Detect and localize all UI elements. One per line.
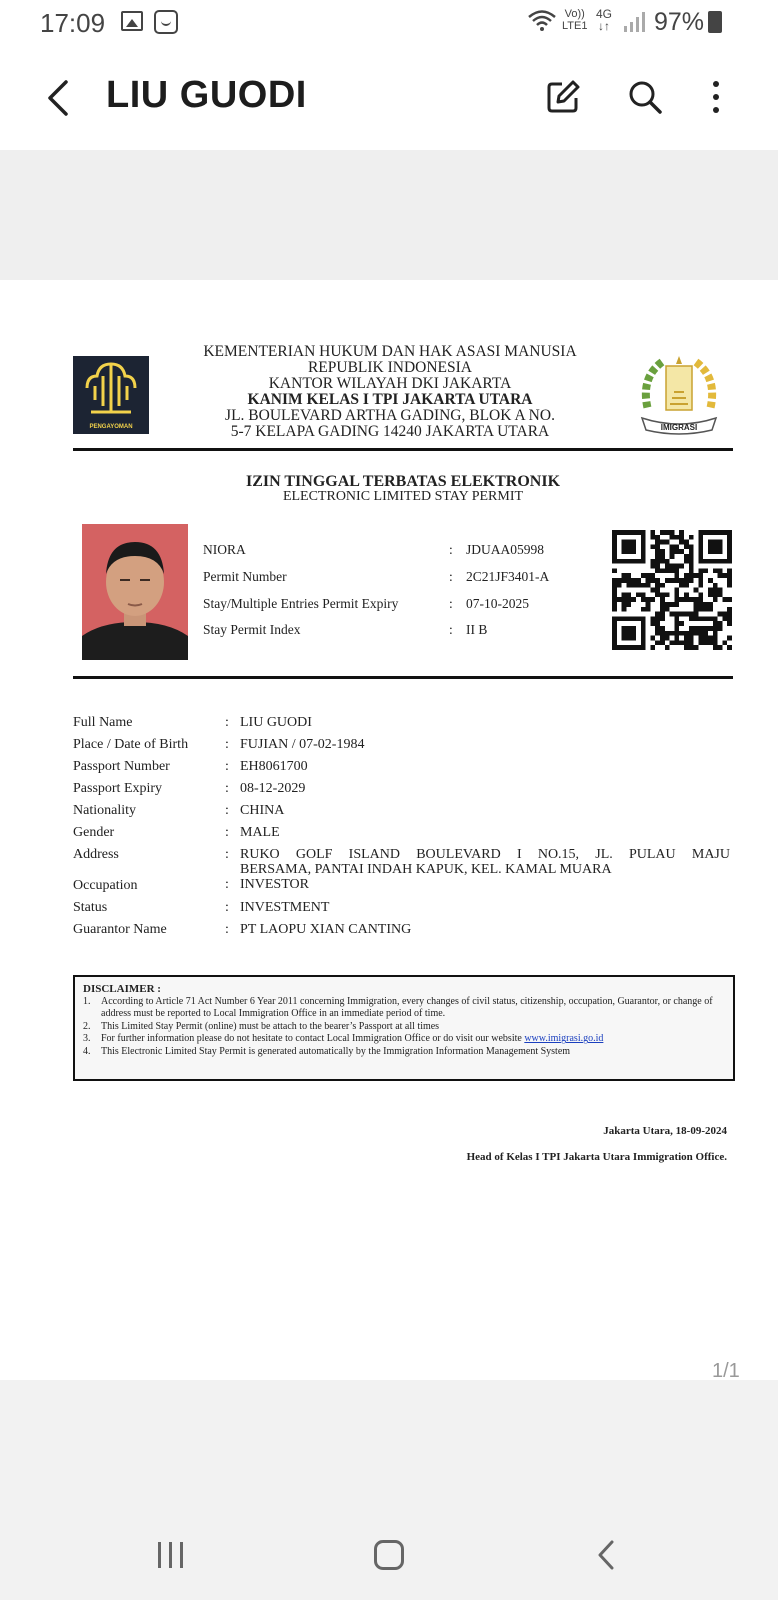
network-indicator: 4G ↓↑: [596, 7, 613, 33]
colon: :: [449, 542, 453, 557]
search-icon[interactable]: [626, 78, 664, 116]
image-icon: [121, 11, 143, 31]
status-value: INVESTMENT: [240, 900, 330, 915]
occupation-value: INVESTOR: [240, 877, 309, 892]
birth-label: Place / Date of Birth: [73, 737, 189, 752]
status-label: Status: [73, 900, 108, 915]
colon: :: [225, 715, 229, 730]
niora-value: JDUAA05998: [466, 542, 545, 557]
passport-expiry-value: 08-12-2029: [240, 781, 306, 796]
stay-permit-index-value: II B: [466, 622, 488, 637]
disclaimer-item: 3. For further information please do not hesitate to contact Local Immigration Office or do visit our website www.imigrasi.go.id: [83, 1033, 604, 1045]
home-icon[interactable]: [374, 1540, 404, 1570]
colon: :: [225, 922, 229, 937]
disclaimer-item: 2. This Limited Stay Permit (online) must be attach to the bearer’s Passport at all times: [83, 1020, 440, 1032]
colon: :: [449, 569, 453, 584]
full-name-label: Full Name: [73, 715, 133, 730]
divider: [73, 676, 733, 679]
full-name-value: LIU GUODI: [240, 715, 312, 730]
colon: :: [449, 596, 453, 611]
letterhead: [150, 344, 630, 440]
edit-icon[interactable]: [544, 78, 582, 116]
permit-number-value: 2C21JF3401-A: [466, 569, 550, 584]
wifi-icon: [527, 8, 557, 32]
disclaimer-item: 4. This Electronic Limited Stay Permit is generated automatically by the Immigration Information Management System: [83, 1045, 571, 1057]
pengayoman-label: PENGAYOMAN: [89, 424, 133, 430]
permit-expiry-label: Stay/Multiple Entries Permit Expiry: [203, 596, 399, 611]
imigrasi-website-link[interactable]: www.imigrasi.go.id: [524, 1033, 604, 1045]
letterhead-line: KANTOR WILAYAH DKI JAKARTA: [268, 375, 512, 392]
back-nav-icon[interactable]: [594, 1540, 618, 1570]
colon: :: [225, 847, 229, 862]
letterhead-line: 5-7 KELAPA GADING 14240 JAKARTA UTARA: [230, 423, 550, 440]
birth-value: FUJIAN / 07-02-1984: [240, 737, 365, 752]
signal-icon: [622, 12, 646, 32]
letterhead-line: JL. BOULEVARD ARTHA GADING, BLOK A NO.: [225, 407, 555, 424]
pengayoman-tree-icon: [73, 356, 149, 420]
address-value-line1: RUKO GOLF ISLAND BOULEVARD I NO.15, JL. PULAU MAJU: [240, 847, 730, 862]
imigrasi-label: IMIGRASI: [660, 423, 698, 432]
gender-value: MALE: [240, 825, 280, 840]
colon: :: [449, 622, 453, 637]
letterhead-line: REPUBLIK INDONESIA: [307, 359, 473, 376]
page-indicator: 1/1: [712, 1360, 740, 1382]
permit-expiry-value: 07-10-2025: [466, 596, 529, 611]
qr-code: [612, 530, 732, 650]
document-page[interactable]: [0, 280, 778, 1380]
gender-label: Gender: [73, 825, 115, 840]
recent-apps-icon[interactable]: [156, 1540, 186, 1570]
status-time: 17:09: [40, 8, 106, 38]
nationality-label: Nationality: [73, 803, 136, 818]
letterhead-line: KEMENTERIAN HUKUM DAN HAK ASASI MANUSIA: [203, 343, 577, 360]
colon: :: [225, 900, 229, 915]
permit-subtitle: ELECTRONIC LIMITED STAY PERMIT: [282, 489, 524, 504]
letterhead-line: KANIM KELAS I TPI JAKARTA UTARA: [247, 391, 533, 408]
more-vertical-icon[interactable]: [704, 78, 728, 116]
status-bar: [0, 0, 778, 48]
disclaimer-title: DISCLAIMER :: [83, 983, 161, 995]
permit-number-label: Permit Number: [203, 569, 287, 584]
occupation-label: Occupation: [73, 878, 138, 893]
pengayoman-logo: [73, 356, 149, 434]
document-title: LIU GUODI: [106, 74, 307, 116]
guarantor-value: PT LAOPU XIAN CANTING: [240, 922, 412, 937]
address-value-line2: BERSAMA, PANTAI INDAH KAPUK, KEL. KAMAL MUARA: [240, 862, 612, 877]
passport-number-value: EH8061700: [240, 759, 308, 774]
niora-label: NIORA: [203, 542, 246, 557]
divider: [73, 448, 733, 451]
viewer-background-top: [0, 150, 778, 280]
disclaimer-box: [73, 975, 735, 1081]
shop-icon: [154, 10, 178, 34]
disclaimer-item: 1. According to Article 71 Act Number 6 Year 2011 concerning Immigration, every changes of civil status, citizenship, occupation, Guarantor, or change of address must be reported to Local Immigration Office in an immediate period of time.: [83, 995, 713, 1020]
back-arrow-icon[interactable]: [40, 76, 80, 120]
stay-permit-index-label: Stay Permit Index: [203, 622, 301, 637]
colon: :: [225, 737, 229, 752]
colon: :: [225, 781, 229, 796]
guarantor-label: Guarantor Name: [73, 922, 167, 937]
colon: :: [225, 825, 229, 840]
portrait-icon: [82, 524, 188, 660]
passport-expiry-label: Passport Expiry: [73, 781, 163, 796]
app-bar: [0, 48, 778, 148]
holder-photo: [82, 524, 188, 660]
permit-title: IZIN TINGGAL TERBATAS ELEKTRONIK: [245, 473, 561, 490]
colon: :: [225, 803, 229, 818]
volte-indicator: Vo)) LTE1: [562, 8, 588, 32]
battery-icon: [708, 11, 722, 33]
address-label: Address: [73, 847, 119, 862]
sign-place-date: Jakarta Utara, 18-09-2024: [603, 1125, 727, 1137]
passport-number-label: Passport Number: [73, 759, 170, 774]
sign-office: Head of Kelas I TPI Jakarta Utara Immigration Office.: [466, 1151, 727, 1163]
battery-percent: 97%: [654, 8, 705, 36]
colon: :: [225, 759, 229, 774]
nationality-value: CHINA: [240, 803, 285, 818]
colon: :: [225, 877, 229, 892]
imigrasi-emblem: [632, 348, 726, 438]
